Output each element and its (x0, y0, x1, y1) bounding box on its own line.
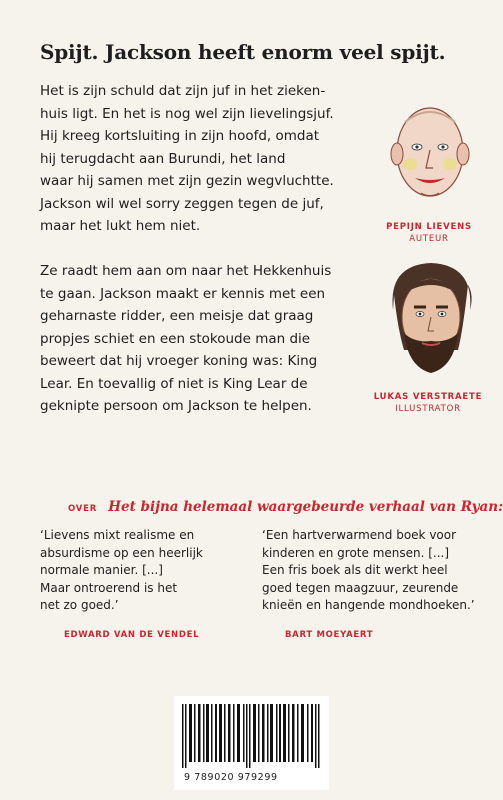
headline: Spijt. Jackson heeft enorm veel spijt. (40, 40, 446, 64)
review-author-2: BART MOEYAERT (285, 630, 374, 640)
review-book-title: Het bijna helemaal waargebeurde verhaal van Ryan: (108, 499, 503, 515)
author-credit (369, 222, 489, 244)
illustrator-credit (368, 392, 488, 414)
isbn-number: 9 789020 979299 (184, 772, 278, 783)
author-portrait (375, 92, 485, 217)
illustrator-role: ILLUSTRATOR (395, 404, 461, 414)
author-name: PEPIJN LIEVENS (386, 222, 472, 232)
review-label: OVER (68, 504, 98, 514)
synopsis-paragraph-2: Ze raadt hem aan om naar het Hekkenhuis te gaan. Jackson maakt er kennis met een geharnaste ridder, een meisje dat graag propjes schiet en een stokoude man die beweert dat hij vroeger koning was: King Lear. En toevallig of niet is King Lear de geknipte persoon om Jackson te helpen. (40, 263, 332, 414)
synopsis-paragraph-1: Het is zijn schuld dat zijn juf in het zieken- huis ligt. En het is nog wel zijn lievelingsjuf. Hij kreeg kortsluiting in zijn hoofd, omdat hij terugdacht aan Burundi, het land waar hij samen met zijn gezin wegvluchtte. Jackson wil wel sorry zeggen tegen de juf, maar het lukt hem niet. (40, 83, 334, 234)
barcode-bars (182, 704, 321, 768)
illustrator-portrait (378, 255, 484, 385)
author-role: AUTEUR (409, 234, 449, 244)
review-author-1: EDWARD VAN DE VENDEL (64, 630, 200, 640)
illustrator-name: LUKAS VERSTRAETE (373, 392, 483, 402)
review-quote-1: ‘Lievens mixt realisme en absurdisme op een heerlijk normale manier. [...] Maar ontroerend is het net zo goed.’ (40, 528, 203, 612)
review-heading (68, 496, 503, 515)
barcode (174, 696, 329, 790)
review-quote-2: ‘Een hartverwarmend boek voor kinderen en grote mensen. [...] Een fris boek als dit werkt heel goed tegen maagzuur, zeurende knieën en hangende mondhoeken.’ (262, 528, 475, 612)
